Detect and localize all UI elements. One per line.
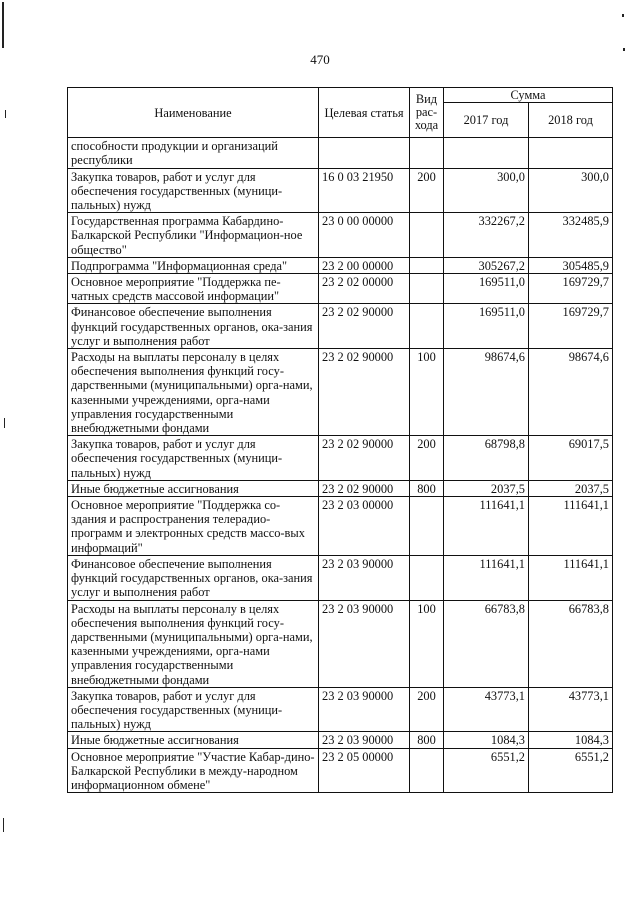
row-code: 23 2 05 00000 xyxy=(319,748,410,793)
row-name: Закупка товаров, работ и услуг для обеспечения государственных (муници-пальных) нужд xyxy=(68,687,319,732)
row-amount-2017: 169511,0 xyxy=(444,304,529,349)
table-row xyxy=(68,600,613,687)
row-amount-2017: 169511,0 xyxy=(444,274,529,304)
header-sum: Сумма xyxy=(444,88,613,103)
row-kind xyxy=(410,748,444,793)
row-kind: 800 xyxy=(410,732,444,748)
row-amount-2018: 169729,7 xyxy=(529,274,613,304)
margin-mark xyxy=(4,418,5,428)
table-row xyxy=(68,497,613,556)
row-amount-2018: 43773,1 xyxy=(529,687,613,732)
table-row xyxy=(68,748,613,793)
table-row xyxy=(68,168,613,213)
row-amount-2018: 300,0 xyxy=(529,168,613,213)
row-name: Основное мероприятие "Участие Кабар-дино-Балкарской Республики в между-народном информационном обмене" xyxy=(68,748,319,793)
row-amount-2018: 305485,9 xyxy=(529,257,613,273)
row-code: 23 2 02 90000 xyxy=(319,304,410,349)
row-kind xyxy=(410,213,444,258)
table-row xyxy=(68,349,613,436)
row-name: Финансовое обеспечение выполнения функций государственных органов, ока-зания услуг и выполнения работ xyxy=(68,555,319,600)
margin-mark xyxy=(5,110,6,118)
row-amount-2018: 6551,2 xyxy=(529,748,613,793)
row-amount-2018: 111641,1 xyxy=(529,497,613,556)
row-amount-2017: 300,0 xyxy=(444,168,529,213)
row-amount-2018: 1084,3 xyxy=(529,732,613,748)
row-kind xyxy=(410,274,444,304)
row-kind: 200 xyxy=(410,687,444,732)
row-code: 23 2 00 00000 xyxy=(319,257,410,273)
header-kind: Вид рас-ходa xyxy=(410,88,444,138)
table-row xyxy=(68,257,613,273)
header-year-2017: 2017 год xyxy=(444,103,529,138)
margin-mark xyxy=(3,818,4,832)
row-code: 23 2 02 90000 xyxy=(319,436,410,481)
row-code: 23 2 02 90000 xyxy=(319,480,410,496)
row-name: Основное мероприятие "Поддержка пе-чатных средств массовой информации" xyxy=(68,274,319,304)
budget-table xyxy=(67,87,613,793)
row-code: 23 2 03 90000 xyxy=(319,732,410,748)
row-amount-2017: 6551,2 xyxy=(444,748,529,793)
row-amount-2017: 111641,1 xyxy=(444,497,529,556)
row-code xyxy=(319,138,410,168)
row-amount-2017: 2037,5 xyxy=(444,480,529,496)
row-kind: 100 xyxy=(410,600,444,687)
row-kind xyxy=(410,138,444,168)
row-kind xyxy=(410,257,444,273)
row-amount-2017: 1084,3 xyxy=(444,732,529,748)
row-amount-2017: 305267,2 xyxy=(444,257,529,273)
row-kind xyxy=(410,555,444,600)
row-amount-2017: 66783,8 xyxy=(444,600,529,687)
margin-mark xyxy=(623,48,625,51)
row-name: Иные бюджетные ассигнования xyxy=(68,732,319,748)
row-code: 23 2 03 00000 xyxy=(319,497,410,556)
table-row xyxy=(68,304,613,349)
margin-mark xyxy=(622,14,624,17)
header-year-2018: 2018 год xyxy=(529,103,613,138)
row-amount-2017 xyxy=(444,138,529,168)
table-row xyxy=(68,687,613,732)
row-kind xyxy=(410,497,444,556)
row-kind: 100 xyxy=(410,349,444,436)
header-row xyxy=(68,88,613,103)
row-code: 23 2 03 90000 xyxy=(319,555,410,600)
row-name: Расходы на выплаты персоналу в целях обеспечения выполнения функций госу-дарственными (муниципальными) орга-нами, казенными учреждениями, орга-нами управления государственными внебюджетными фондами xyxy=(68,349,319,436)
table-row xyxy=(68,732,613,748)
row-kind: 800 xyxy=(410,480,444,496)
row-amount-2018: 66783,8 xyxy=(529,600,613,687)
row-amount-2018 xyxy=(529,138,613,168)
row-name: Иные бюджетные ассигнования xyxy=(68,480,319,496)
row-code: 23 0 00 00000 xyxy=(319,213,410,258)
row-name: способности продукции и организаций республики xyxy=(68,138,319,168)
row-name: Финансовое обеспечение выполнения функций государственных органов, ока-зания услуг и выполнения работ xyxy=(68,304,319,349)
row-name: Подпрограмма "Информационная среда" xyxy=(68,257,319,273)
row-kind xyxy=(410,304,444,349)
table-row xyxy=(68,480,613,496)
row-code: 23 2 02 90000 xyxy=(319,349,410,436)
row-code: 23 2 03 90000 xyxy=(319,600,410,687)
row-code: 23 2 03 90000 xyxy=(319,687,410,732)
row-name: Государственная программа Кабардино-Балкарской Республики "Информацион-ное общество" xyxy=(68,213,319,258)
row-name: Закупка товаров, работ и услуг для обеспечения государственных (муници-пальных) нужд xyxy=(68,436,319,481)
row-kind: 200 xyxy=(410,436,444,481)
row-code: 23 2 02 00000 xyxy=(319,274,410,304)
margin-mark xyxy=(2,2,4,48)
row-kind: 200 xyxy=(410,168,444,213)
row-code: 16 0 03 21950 xyxy=(319,168,410,213)
row-name: Расходы на выплаты персоналу в целях обеспечения выполнения функций госу-дарственными (муниципальными) орга-нами, казенными учреждениями, орга-нами управления государственными внебюджетными фондами xyxy=(68,600,319,687)
row-amount-2018: 111641,1 xyxy=(529,555,613,600)
header-name: Наименование xyxy=(68,88,319,138)
row-amount-2017: 43773,1 xyxy=(444,687,529,732)
table-row xyxy=(68,555,613,600)
row-name: Закупка товаров, работ и услуг для обеспечения государственных (муници-пальных) нужд xyxy=(68,168,319,213)
row-amount-2018: 2037,5 xyxy=(529,480,613,496)
row-amount-2017: 111641,1 xyxy=(444,555,529,600)
row-amount-2018: 69017,5 xyxy=(529,436,613,481)
row-amount-2017: 98674,6 xyxy=(444,349,529,436)
row-amount-2018: 169729,7 xyxy=(529,304,613,349)
row-amount-2018: 98674,6 xyxy=(529,349,613,436)
table-row xyxy=(68,436,613,481)
row-amount-2018: 332485,9 xyxy=(529,213,613,258)
page-number: 470 xyxy=(310,52,330,67)
table-row xyxy=(68,213,613,258)
table-row xyxy=(68,138,613,168)
table-row xyxy=(68,274,613,304)
header-target: Целевая статья xyxy=(319,88,410,138)
row-amount-2017: 332267,2 xyxy=(444,213,529,258)
row-name: Основное мероприятие "Поддержка со-здания и распространения телерадио-программ и электронных средств массо-вых информаций" xyxy=(68,497,319,556)
row-amount-2017: 68798,8 xyxy=(444,436,529,481)
